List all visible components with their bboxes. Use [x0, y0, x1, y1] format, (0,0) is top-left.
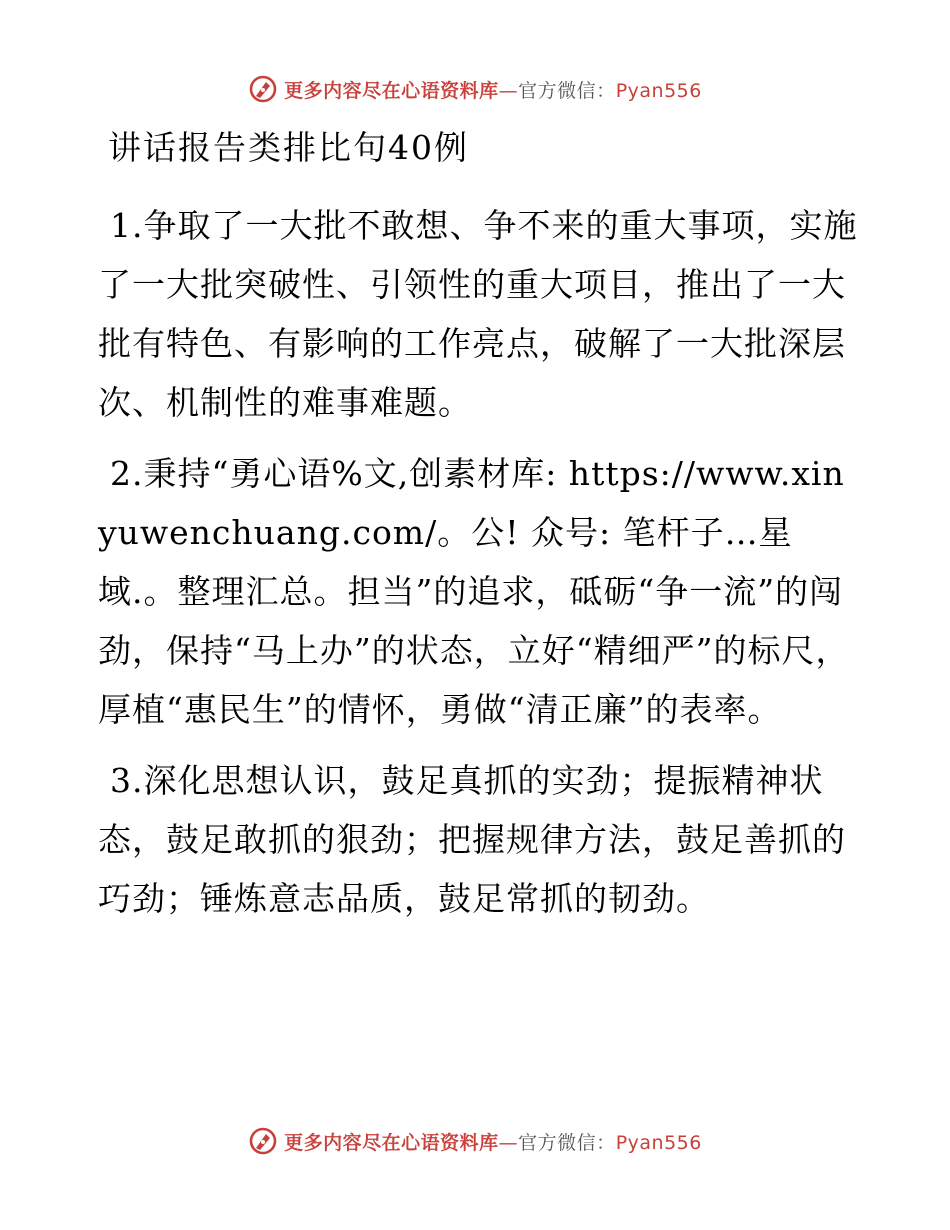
watermark-brand: 更多内容尽在心语资料库 [284, 1131, 499, 1154]
paragraph-3 [98, 751, 858, 928]
footer-watermark [0, 1124, 950, 1158]
watermark-wechat-id: Pyan556 [615, 1131, 702, 1154]
paragraph-2 [98, 444, 858, 739]
watermark-separator: — [498, 1131, 519, 1154]
watermark-wechat-id: Pyan556 [615, 79, 702, 102]
watermark-official-label: 官方微信： [518, 79, 616, 102]
paragraph-text: 1.争取了一大批不敢想、争不来的重大事项，实施了一大批突破性、引领性的重大项目，推出了一大批有特色、有影响的工作亮点，破解了一大批深层次、机制性的难事难题。 [98, 206, 858, 422]
pen-nib-logo-icon [248, 1126, 278, 1156]
watermark-official-label: 官方微信： [518, 1131, 616, 1154]
document-body [98, 124, 858, 940]
paragraph-text: 2.秉持“勇心语%文,创素材库: https://www.xinyuwenchuang.com/。公! 众号: 笔杆子…星域.。整理汇总。担当”的追求，砥砺“争一流”的闯劲，保持“马上办”的状态，立好“精细严”的标尺，厚植“惠民生”的情怀，勇做“清正廉”的表率。 [98, 454, 850, 729]
paragraph-text: 3.深化思想认识，鼓足真抓的实劲；提振精神状态，鼓足敢抓的狠劲；把握规律方法，鼓足善抓的巧劲；锤炼意志品质，鼓足常抓的韧劲。 [98, 761, 846, 918]
watermark-brand: 更多内容尽在心语资料库 [284, 79, 499, 102]
header-watermark [0, 72, 950, 106]
watermark-text [284, 1128, 702, 1155]
watermark-separator: — [498, 79, 519, 102]
paragraph-1 [98, 196, 858, 432]
pen-nib-logo-icon [248, 74, 278, 104]
document-title: 讲话报告类排比句40例 [108, 128, 469, 167]
watermark-text [284, 76, 702, 103]
